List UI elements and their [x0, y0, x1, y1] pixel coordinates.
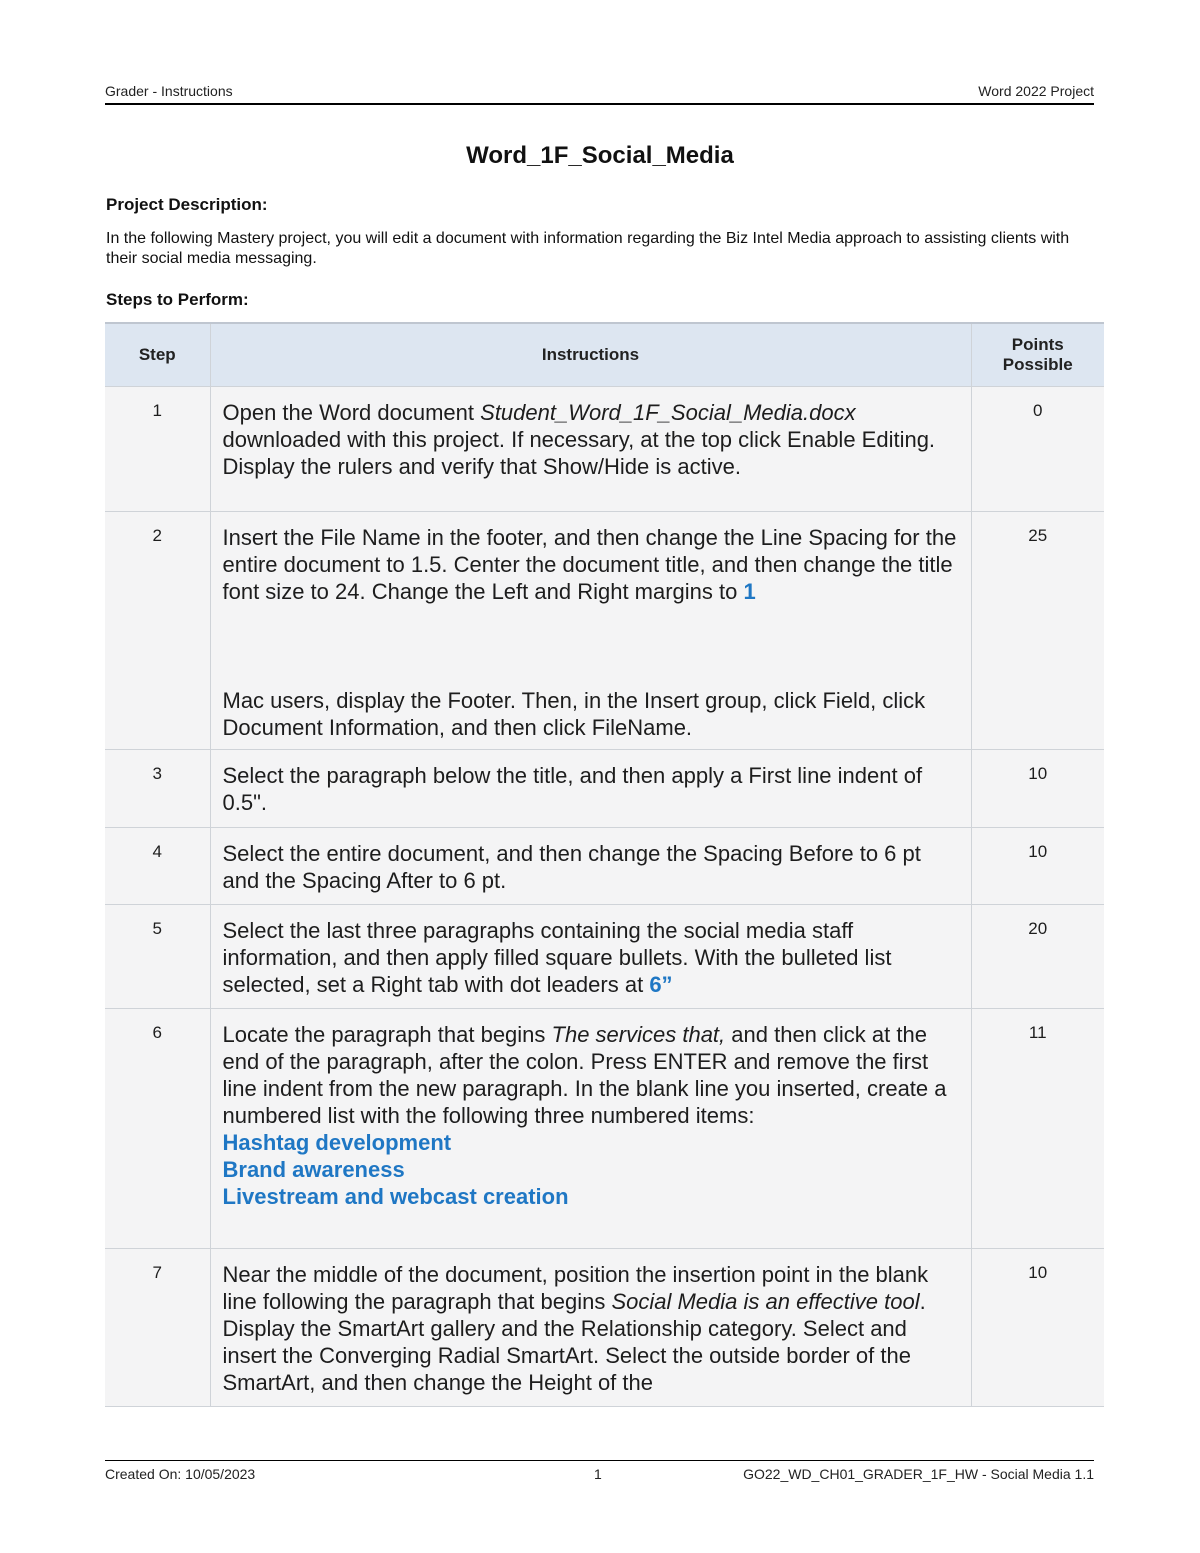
instruction-text: Insert the File Name in the footer, and then change the Line Spacing for the entire document to 1.5. Center the document title, and then change the title font size to 24. Change the Left and Right margins to	[222, 525, 957, 604]
instruction-text: and then click at the end of the paragraph, after the colon. Press ENTER and remove the first line indent from the new paragraph. In the blank line you inserted, create a numbered list with the following three numbered items:	[222, 1022, 947, 1128]
header-right: Word 2022 Project	[978, 83, 1094, 99]
instruction-filename: Student_Word_1F_Social_Media.docx	[480, 400, 856, 425]
step-points: 25	[971, 512, 1104, 750]
instruction-text: Near the middle of the document, position the insertion point in the blank line following the paragraph that begins	[222, 1262, 929, 1314]
instruction-highlight: 6”	[649, 972, 673, 997]
step-number: 2	[105, 512, 210, 750]
page-header	[105, 83, 1094, 105]
step-points: 0	[971, 387, 1104, 512]
header-instructions: Instructions	[210, 323, 971, 387]
step-points: 11	[971, 1009, 1104, 1249]
table-row	[105, 828, 1104, 905]
step-number: 6	[105, 1009, 210, 1249]
step-points: 10	[971, 828, 1104, 905]
step-instructions	[210, 512, 971, 750]
step-number: 3	[105, 750, 210, 828]
list-item: Hashtag development	[222, 1130, 452, 1155]
instruction-paragraph	[223, 1021, 959, 1129]
step-number: 7	[105, 1249, 210, 1407]
project-description: In the following Mastery project, you will edit a document with information regarding the Biz Intel Media approach to assisting clients with their social media messaging.	[106, 230, 1070, 267]
footer-page-number: 1	[594, 1466, 602, 1482]
step-number: 5	[105, 905, 210, 1009]
instruction-mac-note: Mac users, display the Footer. Then, in the Insert group, click Field, click Document Information, and then click FileName.	[222, 688, 926, 740]
step-instructions: Select the entire document, and then change the Spacing Before to 6 pt and the Spacing After to 6 pt.	[210, 828, 971, 905]
instruction-text: Open the Word document	[222, 400, 481, 425]
document-title: Word_1F_Social_Media	[466, 142, 734, 169]
step-instructions	[210, 387, 971, 512]
table-row	[105, 512, 1104, 750]
step-instructions	[210, 905, 971, 1009]
footer-created-on: Created On: 10/05/2023	[105, 1466, 256, 1482]
instruction-italic: The services that,	[551, 1022, 726, 1047]
table-header-row	[105, 323, 1104, 387]
header-step: Step	[105, 323, 210, 387]
table-row	[105, 1249, 1104, 1407]
step-instructions: Select the paragraph below the title, and then apply a First line indent of 0.5".	[210, 750, 971, 828]
instruction-text: Locate the paragraph that begins	[222, 1022, 552, 1047]
steps-label: Steps to Perform:	[106, 290, 249, 309]
step-points: 10	[971, 750, 1104, 828]
list-item: Livestream and webcast creation	[222, 1184, 569, 1209]
table-row	[105, 1009, 1104, 1249]
step-number: 1	[105, 387, 210, 512]
step-number: 4	[105, 828, 210, 905]
list-item: Brand awareness	[222, 1157, 405, 1182]
instruction-text: Select the last three paragraphs containing the social media staff information, and then apply filled square bullets. With the bulleted list selected, set a Right tab with dot leaders at	[222, 918, 892, 997]
instruction-italic: Social Media is an effective tool	[611, 1289, 920, 1314]
header-left: Grader - Instructions	[105, 83, 233, 99]
instruction-paragraph	[223, 524, 959, 605]
step-instructions	[210, 1009, 971, 1249]
header-points-label: Points Possible	[1002, 335, 1073, 374]
step-instructions	[210, 1249, 971, 1407]
instruction-highlight: 1	[743, 579, 756, 604]
table-row	[105, 750, 1104, 828]
step-points: 10	[971, 1249, 1104, 1407]
footer-document-id: GO22_WD_CH01_GRADER_1F_HW - Social Media 1.1	[743, 1466, 1094, 1482]
instruction-text: downloaded with this project. If necessary, at the top click Enable Editing. Display the rulers and verify that Show/Hide is active.	[222, 427, 936, 479]
step-points: 20	[971, 905, 1104, 1009]
table-row	[105, 905, 1104, 1009]
header-points	[971, 323, 1104, 387]
instruction-text: . Display the SmartArt gallery and the Relationship category. Select and insert the Converging Radial SmartArt. Select the outside border of the SmartArt, and then change the Height of the	[222, 1289, 926, 1395]
steps-table	[105, 322, 1104, 1407]
page-footer	[105, 1460, 1094, 1486]
table-row	[105, 387, 1104, 512]
project-description-label: Project Description:	[106, 195, 268, 214]
